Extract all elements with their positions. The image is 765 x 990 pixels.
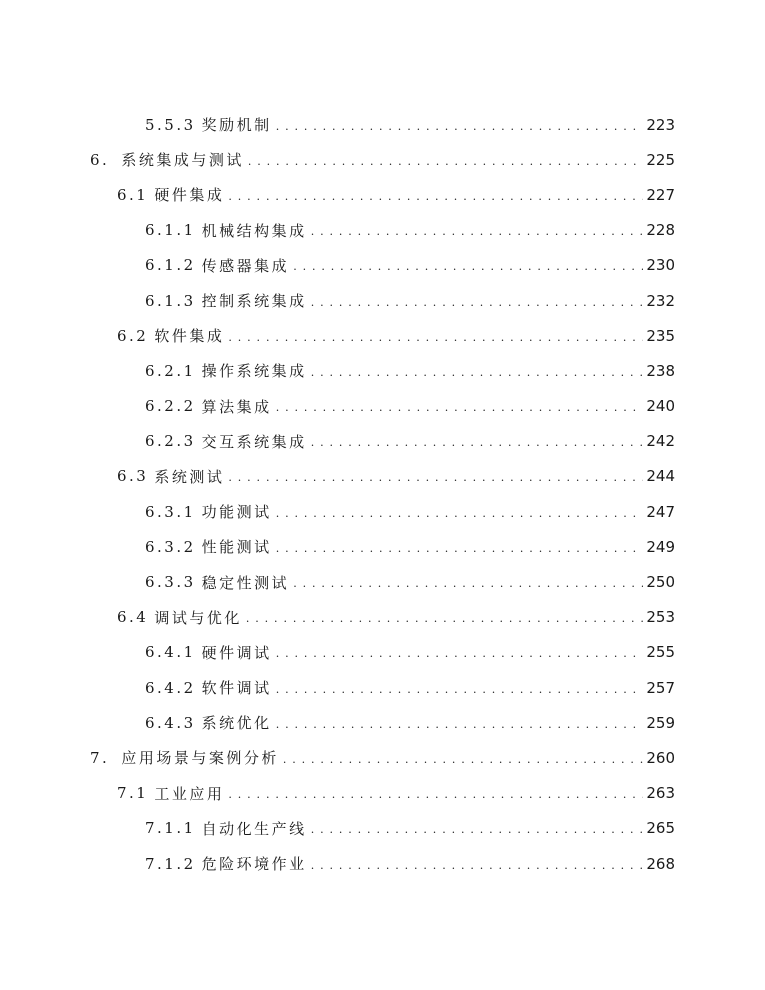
toc-entry[interactable]	[0, 564, 765, 599]
toc-entry-number: 6.4	[117, 608, 149, 627]
toc-entry-number: 6.1	[117, 185, 149, 204]
toc-dot-leader	[311, 221, 644, 239]
toc-entry[interactable]	[0, 529, 765, 564]
toc-entry-number: 6.3.3	[145, 573, 196, 592]
toc-entry-page-number: 260	[646, 748, 675, 767]
toc-entry-title: 系统优化	[201, 714, 272, 733]
toc-entry[interactable]	[0, 600, 765, 635]
toc-dot-leader	[228, 186, 643, 204]
toc-entry-number: 6.3.2	[145, 537, 196, 556]
toc-entry-page-number: 225	[646, 150, 675, 169]
toc-entry[interactable]	[0, 846, 765, 881]
toc-entry-title: 传感器集成	[201, 256, 290, 275]
toc-dot-leader	[276, 643, 644, 661]
toc-entry-title: 系统测试	[154, 467, 225, 486]
toc-entry-page-number: 259	[646, 713, 675, 732]
toc-dot-leader	[293, 256, 643, 274]
toc-entry[interactable]	[0, 670, 765, 705]
toc-dot-leader	[293, 573, 643, 591]
toc-entry[interactable]	[0, 248, 765, 283]
toc-entry-title: 操作系统集成	[201, 362, 307, 381]
toc-entry-title: 应用场景与案例分析	[121, 749, 279, 768]
toc-entry-number: 7.1	[117, 784, 149, 803]
toc-entry[interactable]	[0, 318, 765, 353]
toc-entry-title: 工业应用	[154, 784, 225, 803]
toc-entry[interactable]	[0, 776, 765, 811]
toc-entry-title: 奖励机制	[201, 116, 272, 135]
toc-entry-title: 算法集成	[201, 397, 272, 416]
toc-entry-title: 调试与优化	[154, 608, 242, 627]
toc-entry[interactable]	[0, 353, 765, 388]
toc-entry-page-number: 228	[646, 221, 675, 240]
toc-entry-title: 稳定性测试	[201, 573, 290, 592]
toc-entry-page-number: 247	[646, 502, 675, 521]
toc-entry[interactable]	[0, 811, 765, 846]
toc-dot-leader	[311, 432, 644, 450]
toc-entry-number: 6.4.2	[145, 678, 196, 697]
toc-entry-page-number: 268	[646, 854, 675, 873]
toc-entry[interactable]	[0, 635, 765, 670]
toc-entry-page-number: 249	[646, 537, 675, 556]
toc-entry-page-number: 265	[646, 819, 675, 838]
toc-dot-leader	[248, 151, 644, 169]
toc-entry-number: 6.3.1	[145, 502, 196, 521]
toc-dot-leader	[228, 467, 643, 485]
toc-entry-title: 交互系统集成	[201, 432, 307, 451]
toc-entry-number: 6.2	[117, 326, 149, 345]
toc-entry-page-number: 240	[646, 397, 675, 416]
toc-dot-leader	[311, 819, 644, 837]
toc-dot-leader	[276, 714, 644, 732]
toc-dot-leader	[311, 362, 644, 380]
toc-entry-page-number: 232	[646, 291, 675, 310]
toc-entry-number: 6.4.1	[145, 643, 196, 662]
toc-entry-page-number: 250	[646, 573, 675, 592]
toc-entry-title: 控制系统集成	[201, 292, 307, 311]
toc-entry[interactable]	[0, 142, 765, 177]
toc-entry-title: 系统集成与测试	[121, 151, 244, 170]
toc-entry-page-number: 230	[646, 256, 675, 275]
toc-dot-leader	[311, 292, 644, 310]
toc-entry-title: 软件调试	[201, 679, 272, 698]
toc-dot-leader	[283, 749, 644, 767]
toc-entry-number: 6.1.2	[145, 256, 196, 275]
toc-entry[interactable]	[0, 389, 765, 424]
toc-entry-number: 6.1.3	[145, 291, 196, 310]
toc-dot-leader	[276, 503, 644, 521]
toc-entry-number: 6.4.3	[145, 713, 196, 732]
toc-entry-number: 7.1.2	[145, 854, 196, 873]
toc-entry-page-number: 242	[646, 432, 675, 451]
toc-dot-leader	[276, 397, 644, 415]
toc-dot-leader	[311, 855, 644, 873]
toc-entry-number: 7.1.1	[145, 819, 196, 838]
toc-entry-number: 6.	[90, 150, 110, 169]
toc-entry[interactable]	[0, 107, 765, 142]
toc-dot-leader	[276, 116, 644, 134]
toc-entry-page-number: 227	[646, 185, 675, 204]
toc-entry[interactable]	[0, 740, 765, 775]
toc-entry-number: 6.3	[117, 467, 149, 486]
toc-entry-page-number: 255	[646, 643, 675, 662]
toc-entry-title: 硬件调试	[201, 643, 272, 662]
toc-entry-title: 软件集成	[154, 327, 225, 346]
toc-dot-leader	[228, 784, 643, 802]
toc-entry-page-number: 257	[646, 678, 675, 697]
table-of-contents	[0, 107, 765, 881]
toc-entry-number: 6.2.1	[145, 361, 196, 380]
toc-entry-title: 机械结构集成	[201, 221, 307, 240]
toc-entry[interactable]	[0, 213, 765, 248]
toc-dot-leader	[276, 679, 644, 697]
toc-entry-number: 7.	[90, 748, 110, 767]
toc-entry-page-number: 238	[646, 361, 675, 380]
toc-entry-number: 5.5.3	[145, 115, 196, 134]
toc-entry-page-number: 263	[646, 784, 675, 803]
toc-entry-number: 6.2.2	[145, 397, 196, 416]
toc-entry-page-number: 253	[646, 608, 675, 627]
toc-entry-page-number: 223	[646, 115, 675, 134]
toc-entry[interactable]	[0, 494, 765, 529]
toc-dot-leader	[276, 538, 644, 556]
toc-entry[interactable]	[0, 283, 765, 318]
toc-entry-title: 危险环境作业	[201, 855, 307, 874]
toc-dot-leader	[246, 608, 643, 626]
toc-entry-number: 6.2.3	[145, 432, 196, 451]
toc-entry-title: 性能测试	[201, 538, 272, 557]
toc-entry[interactable]	[0, 177, 765, 212]
toc-entry[interactable]	[0, 705, 765, 740]
toc-entry-page-number: 244	[646, 467, 675, 486]
toc-entry-title: 自动化生产线	[201, 819, 307, 838]
toc-entry-page-number: 235	[646, 326, 675, 345]
toc-entry[interactable]	[0, 424, 765, 459]
toc-entry-title: 硬件集成	[154, 186, 225, 205]
toc-entry[interactable]	[0, 459, 765, 494]
toc-entry-number: 6.1.1	[145, 221, 196, 240]
toc-entry-title: 功能测试	[201, 503, 272, 522]
toc-dot-leader	[228, 327, 643, 345]
